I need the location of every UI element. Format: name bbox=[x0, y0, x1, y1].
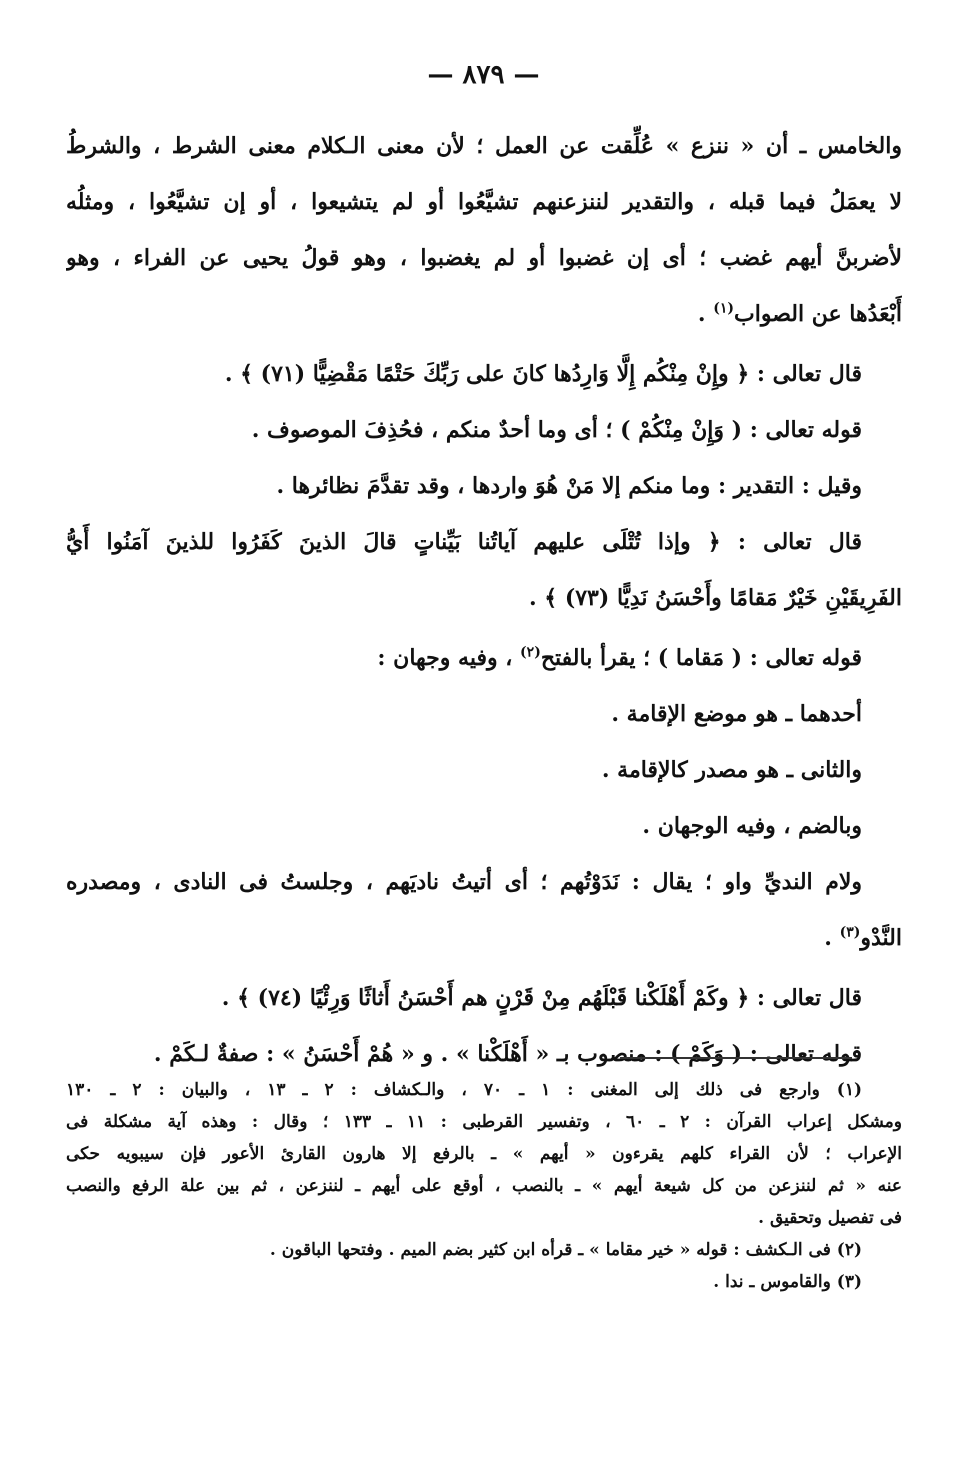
text-line: وبالضم ، وفيه الوجهان . bbox=[642, 813, 862, 839]
footnote-ref-3: (٣) bbox=[839, 924, 861, 941]
text-fragment: قوله تعالى : ( مَقاما ) ؛ يقرأ بالفتح bbox=[540, 645, 862, 671]
text-line bbox=[66, 630, 902, 686]
text-line: والخامس ـ أن « ننزع » عُلِّقت عن العمل ؛ لأن معنى الـكلام معنى الشرط ، والشرطُ bbox=[66, 133, 902, 159]
text-line: قوله تعالى : ( وَإِنْ مِنْكُمْ ) ؛ أى وما أحدٌ منكم ، فحُذِفَ الموصوف . bbox=[251, 417, 862, 443]
footnote-line: الإعراب ؛ لأن القراء كلهم يقرءون « أيهم » ـ بالرفع إلا هارون القارئ الأعور فإن سيبويه حكى bbox=[66, 1144, 902, 1164]
verse-73-cont: الفَرِيقَيْنِ خَيْرٌ مَقامًا وأَحْسَنُ نَدِيًّا (٧٣) ﴾ . bbox=[528, 585, 902, 611]
text-line: وقيل : التقدير : وما منكم إلا مَنْ هُوَ واردها ، وقد تقدَّمَ نظائرها . bbox=[276, 473, 862, 499]
footnote-ref-1: (١) bbox=[713, 300, 735, 317]
verse-71: قال تعالى : ﴿ وإِنْ مِنْكُم إِلَّا وَارِدُها كانَ على رَبِّكَ حَتْمًا مَقْضِيًّا (٧١) ﴾ . bbox=[224, 361, 862, 387]
footnote-line: فى تفصيل وتحقيق . bbox=[758, 1208, 902, 1228]
text-line: والثانى ـ هو مصدر كالإقامة . bbox=[601, 757, 862, 783]
text-fragment: النَّدْو bbox=[860, 925, 902, 951]
verse-73: قال تعالى : ﴿ وإذا تُتْلَى عليهم آياتُنا بَيِّناتٍ قالَ الذينَ كَفَرُوا للذينَ آمَنُوا أَيُّ bbox=[66, 529, 862, 555]
footnote-line: (٢) فى الـكشف : قوله « خير مقاما » ـ قرأه ابن كثير بضم الميم . وفتحها الباقون . bbox=[269, 1240, 862, 1260]
footnote-line: ومشكل إعراب القرآن : ٢ ـ ٦٠ ، وتفسير القرطبى : ١١ ـ ١٣٣ ؛ وقال : وهذه آية مشكلة فى bbox=[66, 1112, 902, 1132]
footnotes bbox=[66, 1074, 902, 1298]
text-line: ولام النديِّ واو ؛ يقال : نَدَوْتُهم ؛ أى أتيتُ ناديَهم ، وجلستُ فى النادى ، ومصدره bbox=[66, 869, 862, 895]
main-text bbox=[66, 118, 902, 1082]
footnote-ref-2: (٢) bbox=[520, 644, 541, 661]
footnote-divider bbox=[620, 1057, 852, 1059]
footnote-line: (٣) والقاموس ـ ندا . bbox=[713, 1272, 862, 1292]
text-fragment: . bbox=[824, 925, 840, 951]
footnote-line: (١) وارجع فى ذلك إلى المغنى : ١ ـ ٧٠ ، والـكشاف : ٢ ـ ١٣ ، والبيان : ٢ ـ ١٣٠ bbox=[66, 1080, 863, 1100]
text-line: قوله تعالى : ( وَكَمْ ) : منصوب بـ « أَهْلَكْنا » . و « هُمْ أَحْسَنُ » : صفةٌ لـكَمْ . bbox=[153, 1041, 862, 1067]
text-fragment: أَبْعَدُها عن الصواب bbox=[734, 301, 902, 327]
text-line: أحدهما ـ هو موضع الإقامة . bbox=[611, 701, 862, 727]
text-line bbox=[66, 286, 902, 342]
text-line bbox=[66, 910, 902, 966]
text-fragment: . bbox=[697, 301, 714, 327]
text-line: لا يعمَلُ فيما قبله ، والتقدير لننزعنهم تشيَّعُوا أو لم يتشيعوا ، أو إن تشيَّعُوا ، ومثلُه bbox=[66, 189, 902, 215]
footnote-line: عنه « ثم لننزعن من كل شيعة أيهم » ـ بالنصب ، أوقع على أيهم ـ لننزعن ، ثم بين علة الرفع والنصب bbox=[66, 1176, 902, 1196]
text-fragment: ، وفيه وجهان : bbox=[377, 645, 521, 671]
verse-74: قال تعالى : ﴿ وكَمْ أَهْلَكْنا قَبْلَهُم مِنْ قَرْنٍ هم أَحْسَنُ أَثاثًا وَرِئْيًا (٧٤) ﴾ . bbox=[221, 985, 862, 1011]
text-line: لأضربنَّ أيهم غضب ؛ أى إن غضبوا أو لم يغضبوا ، وهو قولُ يحيى عن الفراء ، وهو bbox=[66, 245, 902, 271]
page-number: — ٨٧٩ — bbox=[427, 60, 540, 90]
